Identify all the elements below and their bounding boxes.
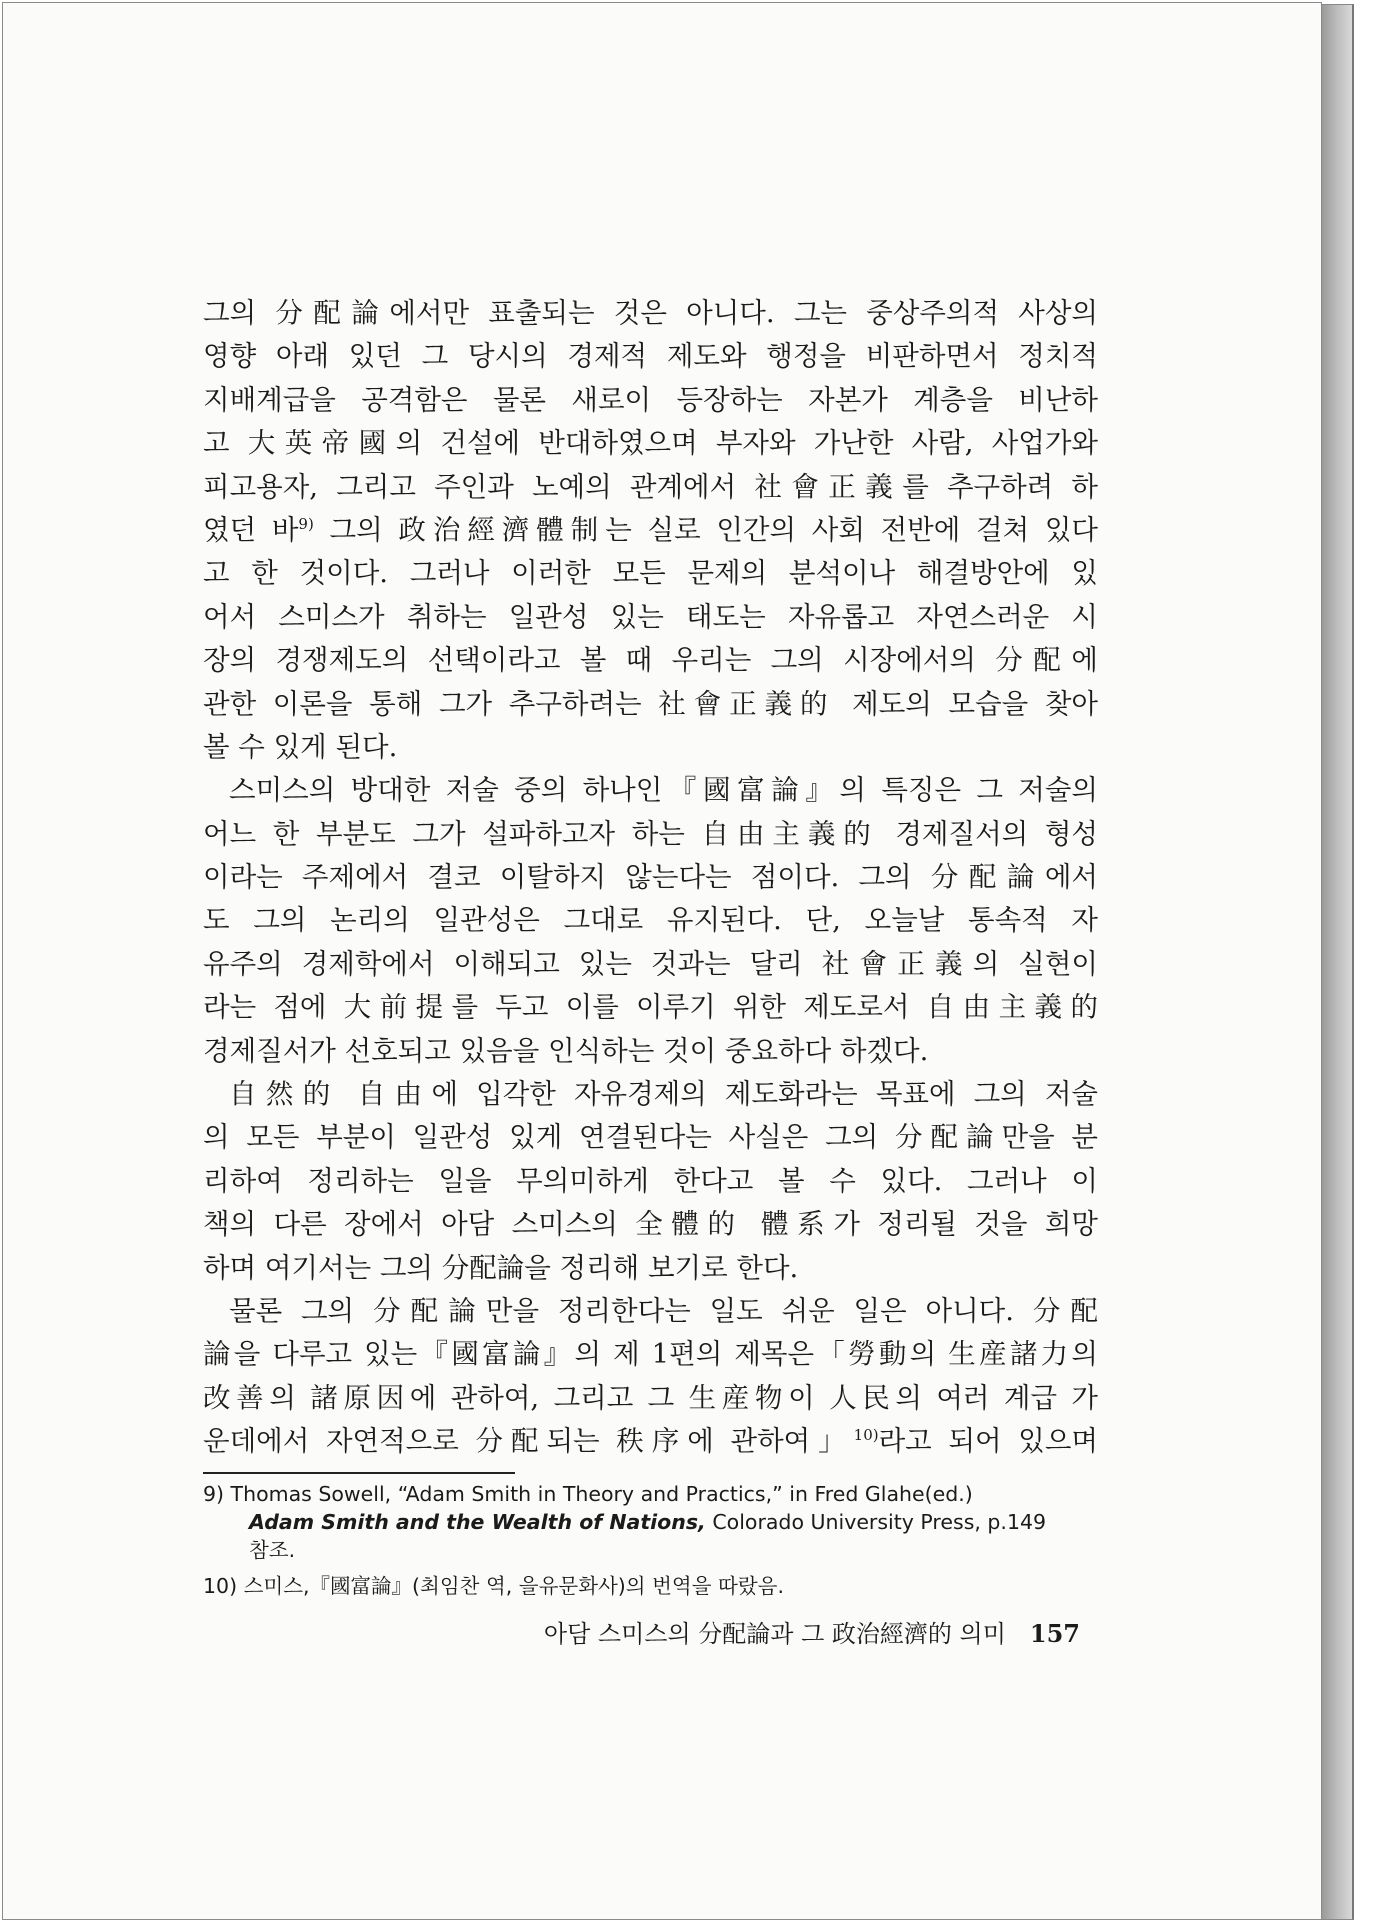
text-line: 피고용자, 그리고 주인과 노예의 관계에서 社會正義를 추구하려 하 (203, 470, 1098, 503)
text-line: 이라는 주제에서 결코 이탈하지 않는다는 점이다. 그의 分配論에서 (203, 861, 1098, 894)
text-line: 관한 이론을 통해 그가 추구하려는 社會正義的 제도의 모습을 찾아 (203, 687, 1098, 720)
running-footer (480, 1617, 1080, 1651)
text-segment: 그의 政治經濟體制는 실로 인간의 사회 전반에 걸쳐 있다 (313, 513, 1098, 546)
footnotes (203, 1480, 1098, 1600)
footnote-9-line-1: 9) Thomas Sowell, “Adam Smith in Theory and Practics,” in Fred Glahe(ed.) (203, 1482, 973, 1506)
text-line: 改善의 諸原因에 관하여, 그리고 그 生産物이 人民의 여러 계급 가 (203, 1381, 1098, 1414)
text-line: 장의 경쟁제도의 선택이라고 볼 때 우리는 그의 시장에서의 分配에 (203, 644, 1098, 677)
footnote-9-line-2 (203, 1508, 1098, 1536)
book-title: Adam Smith and the Wealth of Nations, (249, 1510, 706, 1534)
text-line: 어느 한 부분도 그가 설파하고자 하는 自由主義的 경제질서의 형성 (203, 817, 1098, 850)
text-line: 의 모든 부분이 일관성 있게 연결된다는 사실은 그의 分配論만을 분 (203, 1121, 1098, 1154)
text-line: 어서 스미스가 취하는 일관성 있는 태도는 자유롭고 자연스러운 시 (203, 600, 1098, 633)
paragraph-2 (203, 769, 1098, 1073)
text-line: 물론 그의 分配論만을 정리한다는 일도 쉬운 일은 아니다. 分配 (229, 1294, 1098, 1327)
text-line: 리하여 정리하는 일을 무의미하게 한다고 볼 수 있다. 그러나 이 (203, 1164, 1098, 1197)
text-line: 영향 아래 있던 그 당시의 경제적 제도와 행정을 비판하면서 정치적 (203, 340, 1098, 373)
page-number: 157 (1029, 1619, 1080, 1648)
publisher-text: Colorado University Press, p.149 (705, 1510, 1047, 1534)
paragraph-3 (203, 1073, 1098, 1290)
text-line: 책의 다른 장에서 아담 스미스의 全體的 體系가 정리될 것을 희망 (203, 1208, 1098, 1241)
text-segment: 라고 되어 있으며 (878, 1425, 1098, 1458)
body-text (203, 292, 1098, 1464)
text-line: 고 한 것이다. 그러나 이러한 모든 문제의 분석이나 해결방안에 있 (203, 557, 1098, 590)
text-line: 도 그의 논리의 일관성은 그대로 유지된다. 단, 오늘날 통속적 자 (203, 904, 1098, 937)
page-edge-shadow (1322, 4, 1354, 1920)
text-line: 지배계급을 공격함은 물론 새로이 등장하는 자본가 계층을 비난하 (203, 383, 1098, 416)
text-line: 스미스의 방대한 저술 중의 하나인『國富論』의 특징은 그 저술의 (229, 774, 1098, 807)
text-line: 하며 여기서는 그의 分配論을 정리해 보기로 한다. (203, 1251, 799, 1284)
footnote-divider (203, 1472, 515, 1474)
text-line-with-footnote-ref (203, 1420, 1098, 1463)
footnote-ref-10[interactable]: 10) (853, 1426, 879, 1445)
footnote-9-line-3: 참조. (249, 1538, 296, 1562)
text-line: 경제질서가 선호되고 있음을 인식하는 것이 중요하다 하겠다. (203, 1034, 929, 1067)
text-line: 自然的 自由에 입각한 자유경제의 제도화라는 목표에 그의 저술 (229, 1078, 1098, 1111)
running-title: 아담 스미스의 分配論과 그 政治經濟的 의미 (543, 1620, 1006, 1648)
text-line: 그의 分配論에서만 표출되는 것은 아니다. 그는 중상주의적 사상의 (203, 297, 1098, 329)
footnote-10: 10) 스미스,『國富論』(최임찬 역, 을유문화사)의 번역을 따랐음. (203, 1574, 784, 1598)
footnote-ref-9[interactable]: 9) (298, 514, 314, 533)
text-line: 볼 수 있게 된다. (203, 730, 398, 763)
footnote-gap (203, 1564, 1098, 1572)
text-line-with-footnote-ref (203, 509, 1098, 552)
text-segment: 운데에서 자연적으로 分配되는 秩序에 관하여」 (203, 1425, 854, 1458)
paragraph-4 (203, 1290, 1098, 1464)
text-segment: 였던 바 (203, 513, 299, 546)
text-line: 라는 점에 大前提를 두고 이를 이루기 위한 제도로서 自由主義的 (203, 991, 1098, 1024)
text-line: 論을 다루고 있는『國富論』의 제 1편의 제목은「勞動의 生産諸力의 (203, 1338, 1098, 1371)
text-line: 유주의 경제학에서 이해되고 있는 것과는 달리 社會正義의 실현이 (203, 947, 1098, 980)
paragraph-1 (203, 292, 1098, 769)
text-line: 고 大英帝國의 건설에 반대하였으며 부자와 가난한 사람, 사업가와 (203, 427, 1098, 460)
